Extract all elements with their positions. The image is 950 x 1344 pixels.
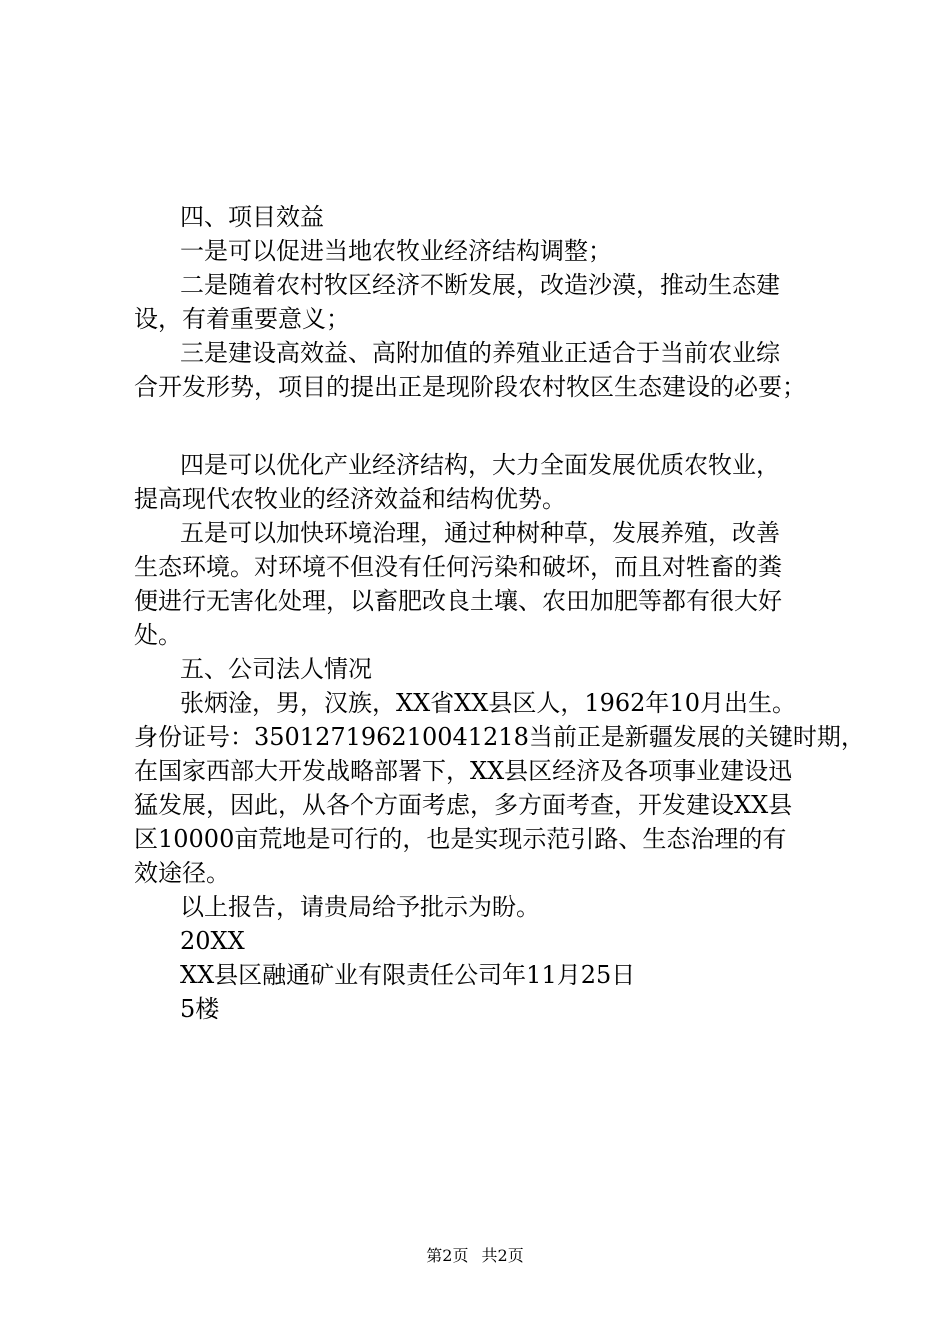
closing-floor: 5楼 xyxy=(180,995,220,1023)
paragraph-line: 三是建设高效益、高附加值的养殖业正适合于当前农业综 xyxy=(180,339,780,367)
paragraph-line: 便进行无害化处理，以畜肥改良土壤、农田加肥等都有很大好 xyxy=(134,587,782,615)
paragraph-line: 在国家西部大开发战略部署下，XX县区经济及各项事业建设迅 xyxy=(134,757,793,785)
paragraph-line: 生态环境。对环境不但没有任何污染和破坏，而且对牲畜的粪 xyxy=(134,553,782,581)
closing-year: 20XX xyxy=(180,927,245,955)
section-heading-legal-person: 五、公司法人情况 xyxy=(180,655,372,683)
paragraph-line: 二是随着农村牧区经济不断发展，改造沙漠，推动生态建 xyxy=(180,271,780,299)
paragraph-gap xyxy=(134,404,834,448)
page-footer xyxy=(0,1246,950,1266)
page-total: 共2页 xyxy=(481,1246,524,1265)
page-number: 第2页 xyxy=(426,1246,469,1265)
paragraph-line: 四是可以优化产业经济结构，大力全面发展优质农牧业， xyxy=(180,451,780,479)
paragraph-line: 合开发形势，项目的提出正是现阶段农村牧区生态建设的必要； xyxy=(134,373,806,401)
paragraph-line: 处。 xyxy=(134,621,182,649)
paragraph-line: 效途径。 xyxy=(134,859,230,887)
paragraph-line: 设，有着重要意义； xyxy=(134,305,350,333)
paragraph-line: 提高现代农牧业的经济效益和结构优势。 xyxy=(134,485,566,513)
paragraph-line: 猛发展，因此，从各个方面考虑，多方面考查，开发建设XX县 xyxy=(134,791,793,819)
paragraph-line: 五是可以加快环境治理，通过种树种草，发展养殖，改善 xyxy=(180,519,780,547)
paragraph-line: 身份证号：350127196210041218当前正是新疆发展的关键时期， xyxy=(134,723,865,751)
closing-request: 以上报告，请贵局给予批示为盼。 xyxy=(180,893,540,921)
document-body xyxy=(134,200,865,1026)
signature-company-date: XX县区融通矿业有限责任公司年11月25日 xyxy=(180,961,636,989)
paragraph-line: 区10000亩荒地是可行的，也是实现示范引路、生态治理的有 xyxy=(134,825,787,853)
paragraph-line: 一是可以促进当地农牧业经济结构调整； xyxy=(180,237,612,265)
paragraph-line: 张炳淦，男，汉族，XX省XX县区人，1962年10月出生。 xyxy=(180,689,796,717)
section-heading-benefits: 四、项目效益 xyxy=(180,203,324,231)
